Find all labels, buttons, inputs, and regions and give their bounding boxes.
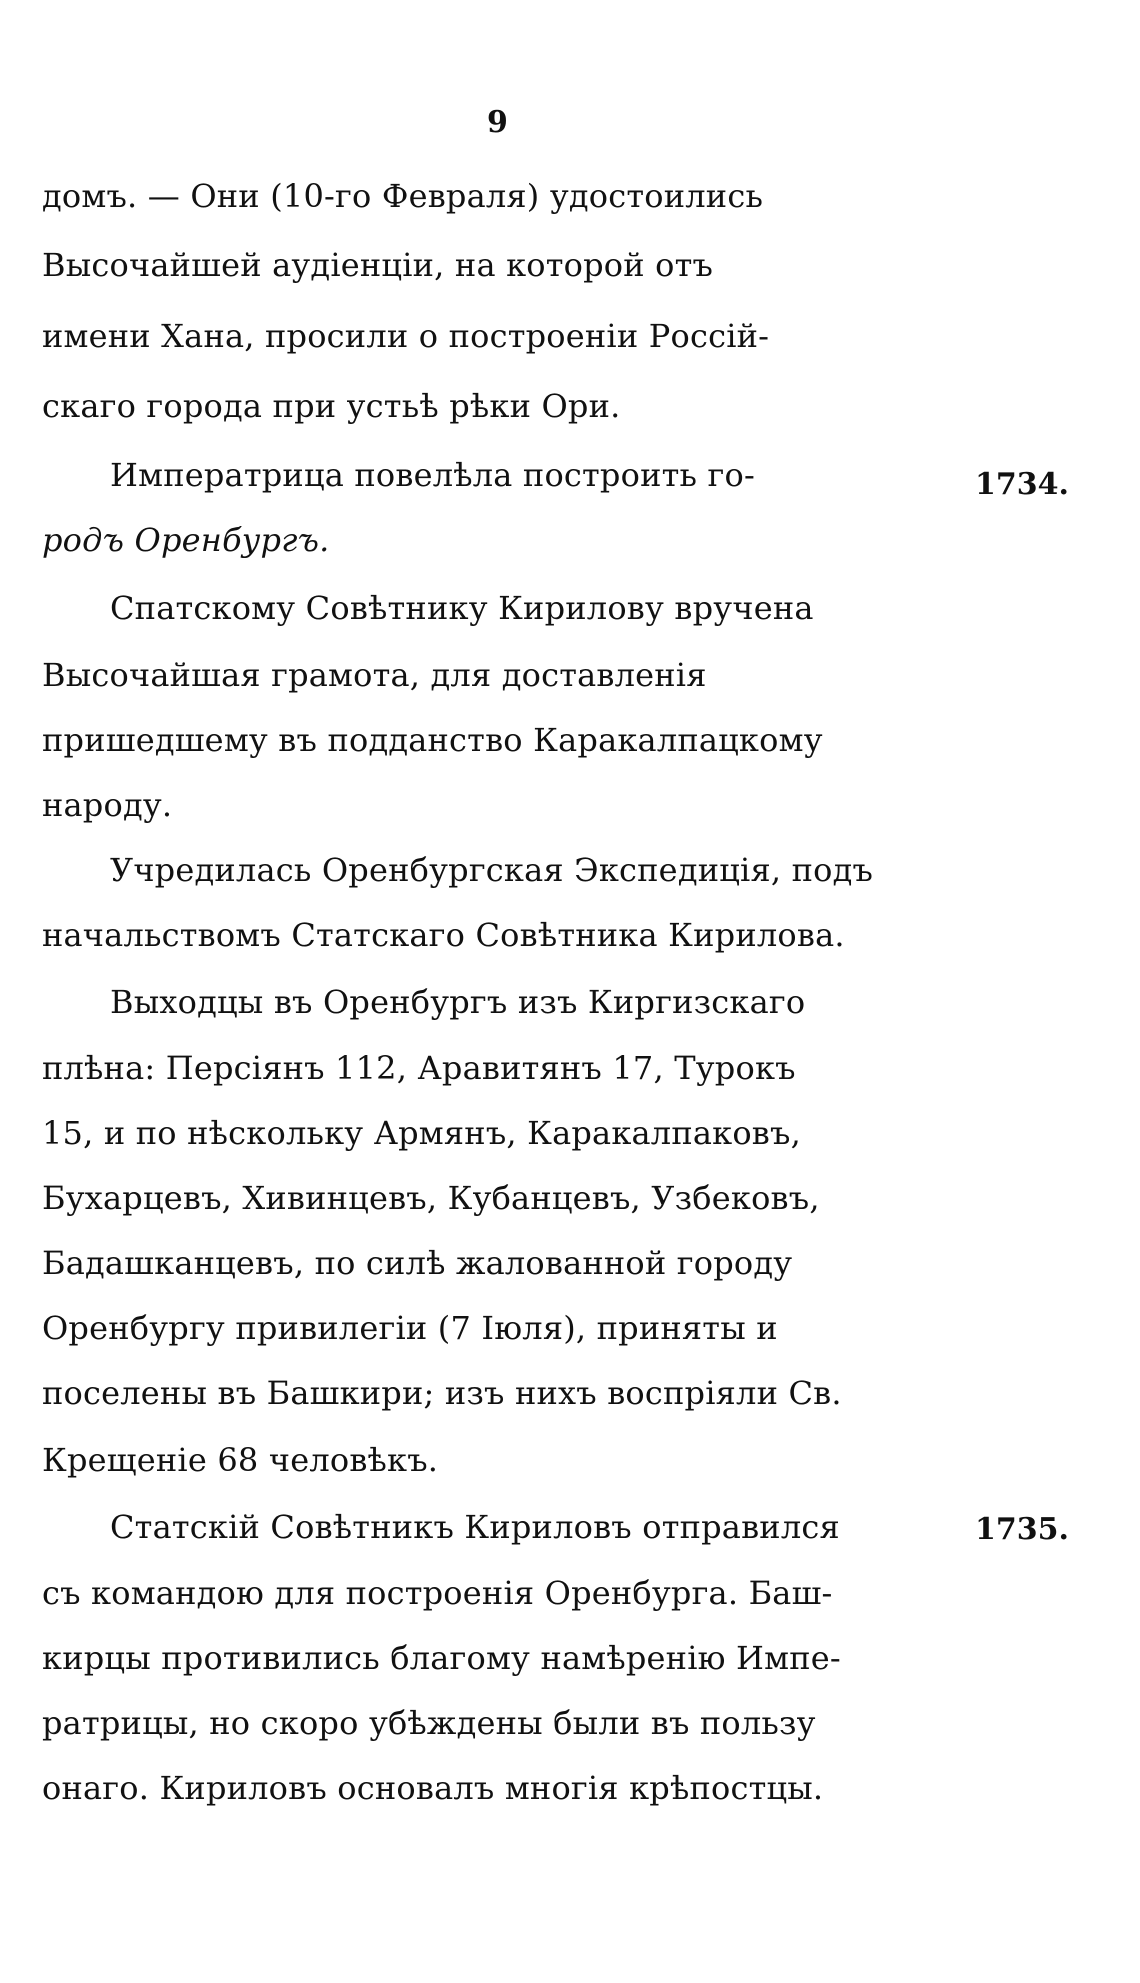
text-line: плѣна: Персіянъ 112, Аравитянъ 17, Турокъ [42, 1049, 796, 1087]
text-line: Учредилась Оренбургская Экспедиція, подъ [110, 851, 874, 889]
text-line: скаго города при устьѣ рѣки Ори. [42, 387, 621, 425]
margin-year: 1735. [975, 1512, 1069, 1547]
page-number: 9 [487, 105, 508, 140]
text-line: Крещеніе 68 человѣкъ. [42, 1441, 439, 1479]
text-line: народу. [42, 786, 173, 824]
text-line: съ командою для построенія Оренбурга. Баш- [42, 1574, 833, 1612]
text-line: поселены въ Башкири; изъ нихъ воспріяли Св. [42, 1374, 842, 1412]
text-line: кирцы противились благому намѣренію Импе- [42, 1639, 841, 1677]
text-line: Высочайшая грамота, для доставленія [42, 656, 707, 694]
text-line: начальствомъ Статскаго Совѣтника Кирилова. [42, 916, 845, 954]
text-line: Императрица повелѣла построить го- [110, 456, 755, 494]
text-line: онаго. Кириловъ основалъ многія крѣпостцы. [42, 1769, 824, 1807]
text-line: домъ. — Они (10-го Февраля) удостоились [42, 177, 764, 215]
margin-year: 1734. [975, 467, 1069, 502]
text-line: пришедшему въ подданство Каракалпацкому [42, 721, 823, 759]
text-line: имени Хана, просили о построеніи Россій- [42, 317, 770, 355]
text-line: Статскій Совѣтникъ Кириловъ отправился [110, 1508, 840, 1546]
text-line: Бадашканцевъ, по силѣ жалованной городу [42, 1244, 793, 1282]
text-line: ратрицы, но скоро убѣждены были въ пользу [42, 1704, 816, 1742]
text-line: Бухарцевъ, Хивинцевъ, Кубанцевъ, Узбековъ, [42, 1179, 820, 1217]
text-line: 15, и по нѣскольку Армянъ, Каракалпаковъ, [42, 1114, 801, 1152]
text-line: Оренбургу привилегіи (7 Іюля), приняты и [42, 1309, 778, 1347]
text-line: Выходцы въ Оренбургъ изъ Киргизскаго [110, 983, 806, 1021]
text-line: Спатскому Совѣтнику Кирилову вручена [110, 589, 814, 627]
text-line: родъ Оренбургъ. [42, 521, 330, 559]
text-line: Высочайшей аудіенціи, на которой отъ [42, 246, 714, 284]
